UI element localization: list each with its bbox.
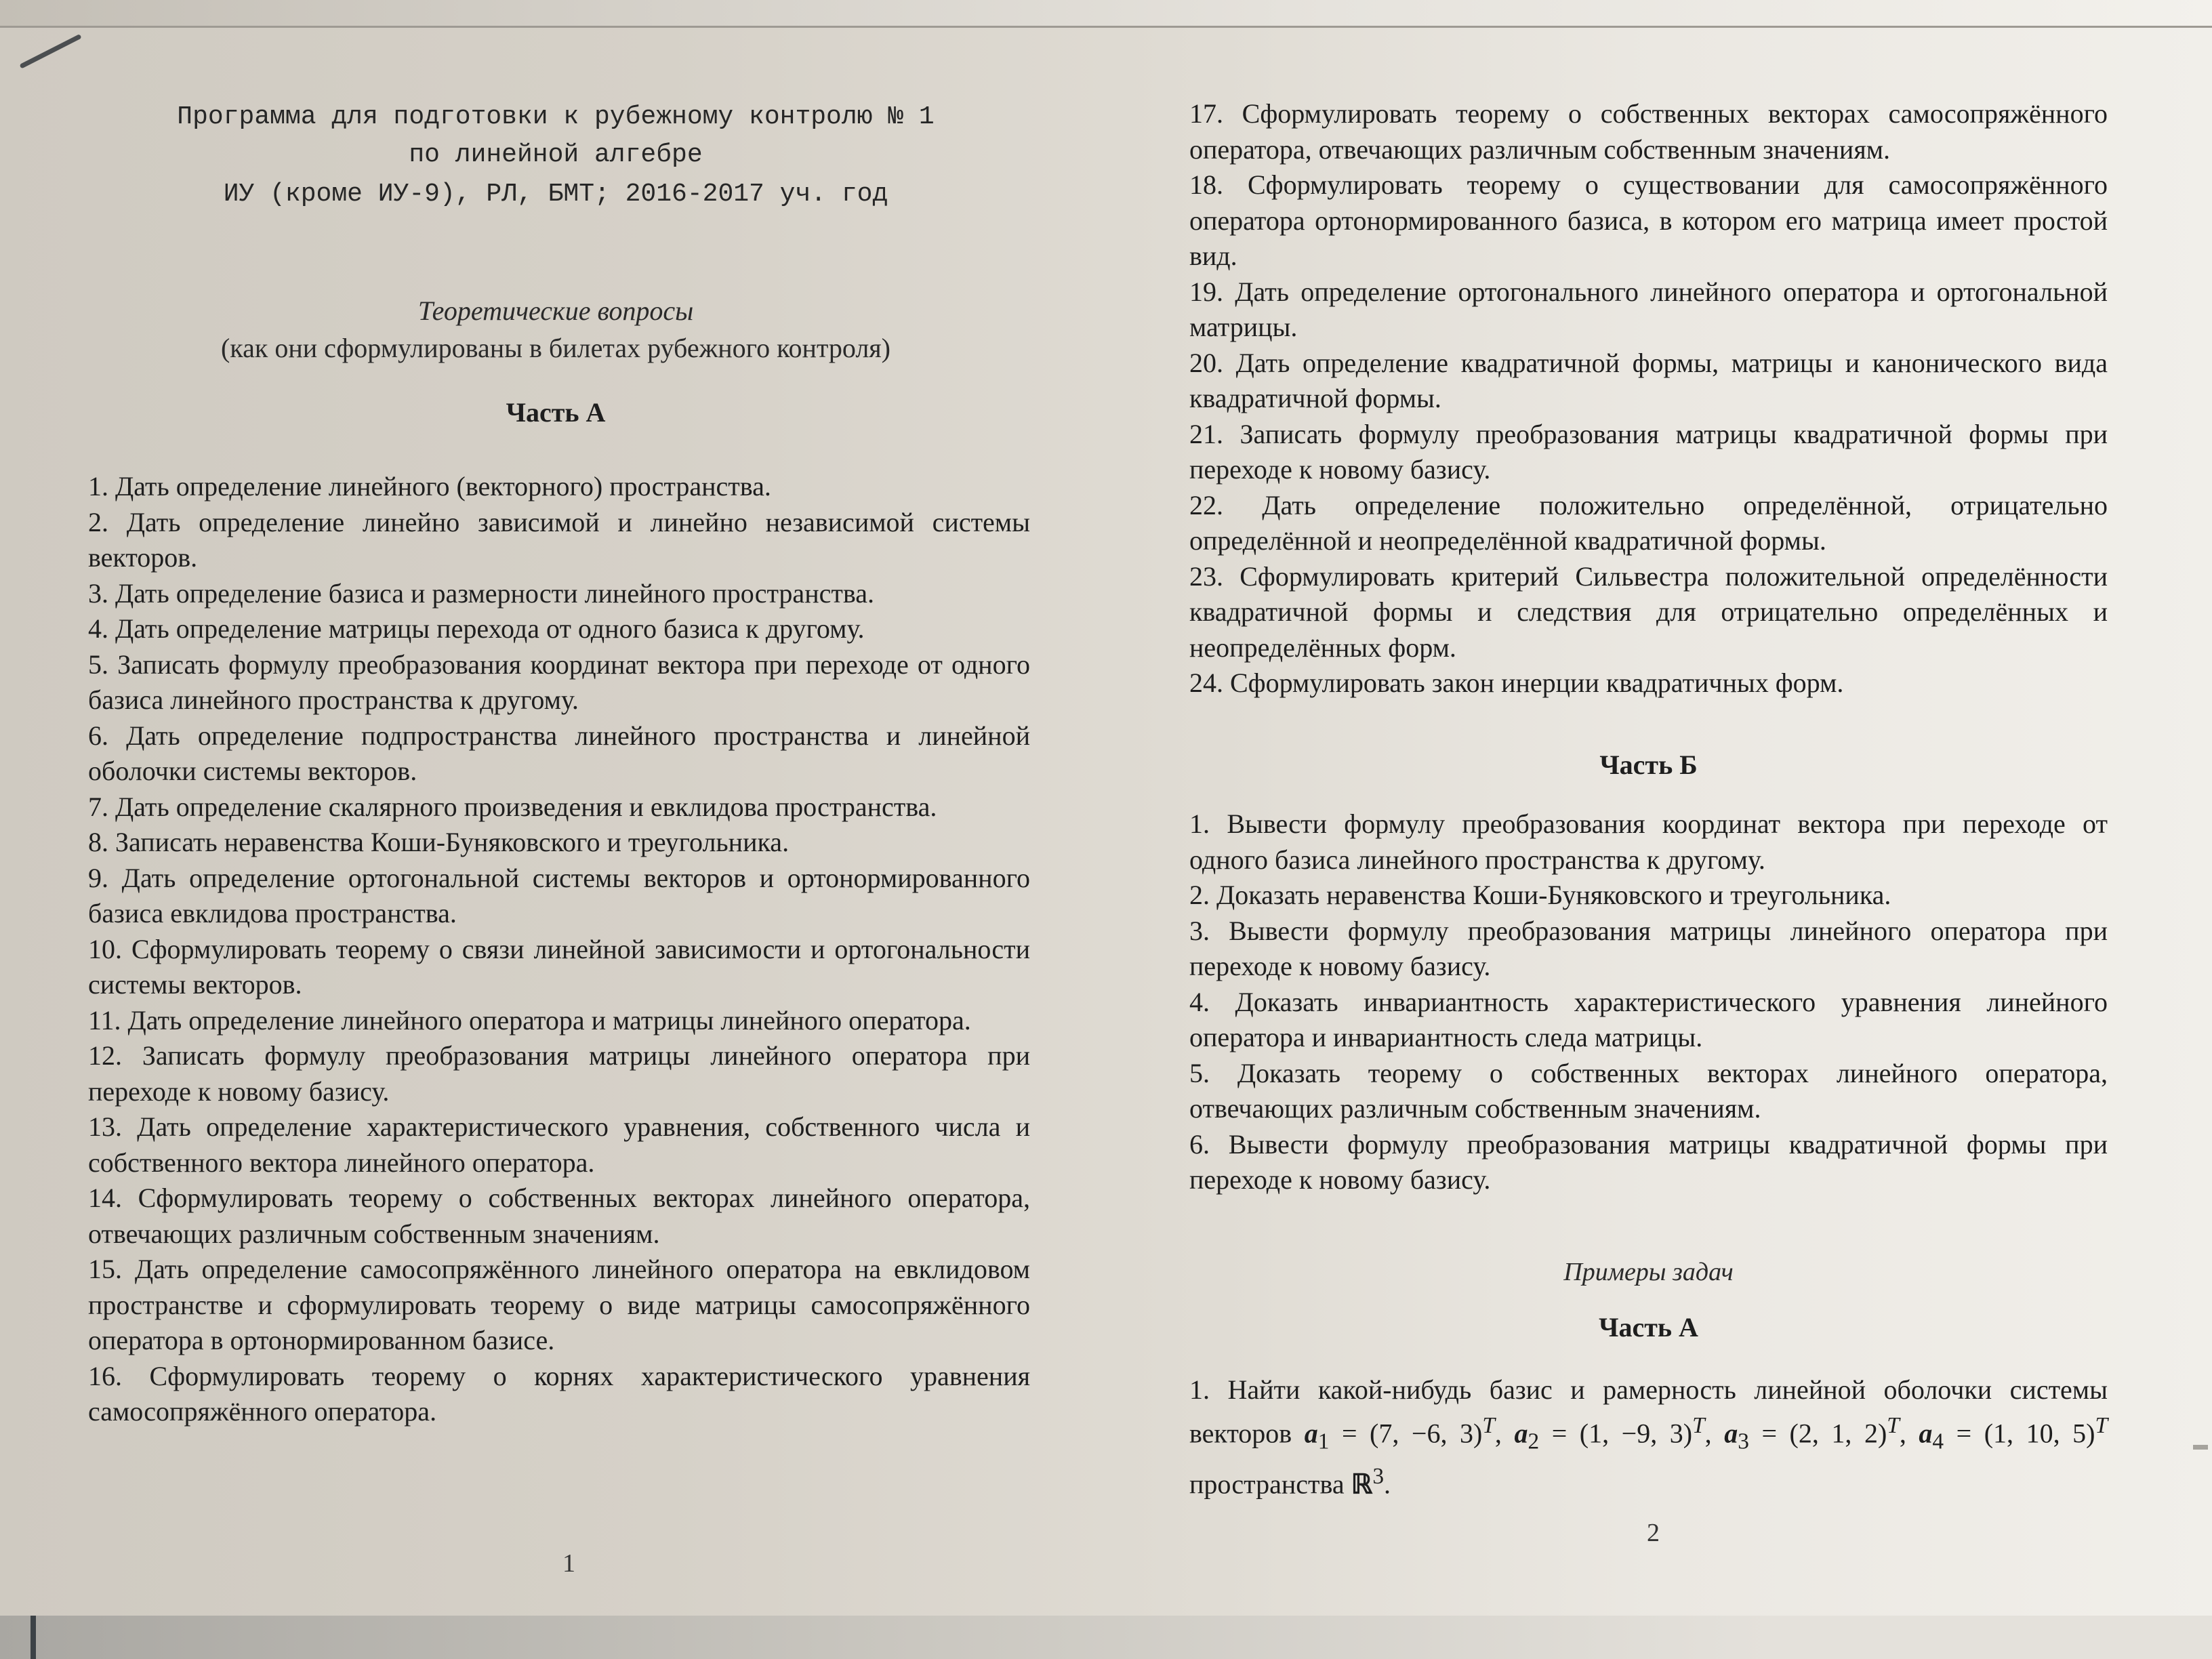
vector-a1-label: a (1304, 1417, 1318, 1448)
vector-a3-index: 3 (1738, 1428, 1749, 1454)
vector-a2-value: = (1, −9, 3) (1539, 1417, 1693, 1448)
task-tail: пространства (1189, 1469, 1351, 1500)
question-item: 21. Записать формулу преобразования матрицы квадратичной формы при переходе к новому базису. (1189, 418, 2108, 485)
theory-subheading: (как они сформулированы в билетах рубежного контроля) (220, 333, 890, 363)
transpose-mark: T (1887, 1412, 1900, 1438)
question-item: 12. Записать формулу преобразования матрицы линейного оператора при переходе к новому базису. (88, 1040, 1030, 1107)
paper-edge-line (30, 1616, 36, 1659)
space-dimension: 3 (1372, 1464, 1384, 1490)
question-item: 22. Дать определение положительно определённой, отрицательно определённой и неопределённой квадратичной формы. (1189, 489, 2108, 556)
vector-a1-index: 1 (1317, 1428, 1330, 1454)
title-line-1: Программа для подготовки к рубежному контролю № 1 (177, 102, 935, 131)
real-space-symbol: ℝ (1351, 1469, 1373, 1500)
transpose-mark: T (1692, 1412, 1705, 1438)
example-task-1 (1189, 1372, 2108, 1502)
question-item: 23. Сформулировать критерий Сильвестра положительной определённости квадратичной формы и следствия для отрицательно определённых и неопределённых форм. (1189, 560, 2108, 663)
task-end: . (1384, 1469, 1391, 1500)
question-item: 15. Дать определение самосопряжённого линейного оператора на евклидовом пространстве и сформулировать теорему о виде матрицы самосопряжённого оператора в ортонормированном базисе. (88, 1254, 1030, 1355)
title-line-2: по линейной алгебре (409, 140, 703, 169)
paper-top-edge (0, 0, 2212, 28)
question-item: 14. Сформулировать теорему о собственных векторах линейного оператора, отвечающих различным собственным значениям. (88, 1183, 1030, 1249)
paper-bottom-edge (0, 1616, 2212, 1659)
part-a-questions-right (1189, 96, 2108, 701)
title-line-3: ИУ (кроме ИУ-9), РЛ, БМТ; 2016-2017 уч. год (223, 180, 888, 209)
transpose-mark: T (2095, 1412, 2108, 1438)
question-item: 2. Дать определение линейно зависимой и линейно независимой системы векторов. (88, 506, 1030, 573)
transpose-mark: T (1482, 1412, 1495, 1438)
question-item: 24. Сформулировать закон инерции квадратичных форм. (1189, 668, 1844, 698)
examples-part-a-heading: Часть А (1599, 1312, 1698, 1343)
paper-side-mark (2193, 1445, 2208, 1450)
question-item: 8. Записать неравенства Коши-Буняковского и треугольника. (88, 827, 790, 857)
question-item: 17. Сформулировать теорему о собственных векторах самосопряжённого оператора, отвечающих различным собственным значениям. (1189, 98, 2108, 165)
document-header (75, 98, 1037, 213)
part-b-heading: Часть Б (1599, 750, 1698, 780)
question-item: 5. Доказать теорему о собственных векторах линейного оператора, отвечающих различным собственным значениям. (1189, 1057, 2108, 1124)
page-number-2: 2 (1647, 1519, 1660, 1547)
question-item: 6. Вывести формулу преобразования матрицы квадратичной формы при переходе к новому базису. (1189, 1128, 2108, 1195)
question-item: 1. Вывести формулу преобразования координат вектора при переходе от одного базиса линейного пространства к другому. (1189, 808, 2108, 875)
vector-a4-index: 4 (1932, 1428, 1944, 1454)
examples-heading: Примеры задач (1563, 1258, 1734, 1286)
question-item: 1. Дать определение линейного (векторного) пространства. (88, 471, 771, 501)
pen-mark (19, 34, 81, 69)
vector-a4-value: = (1, 10, 5) (1944, 1417, 2095, 1448)
question-item: 3. Дать определение базиса и размерности линейного пространства. (88, 577, 874, 609)
question-item: 16. Сформулировать теорему о корнях характеристического уравнения самосопряжённого оператора. (88, 1360, 1030, 1427)
vector-a1-value: = (7, −6, 3) (1329, 1417, 1483, 1448)
part-a-heading: Часть А (506, 397, 606, 428)
vector-a2-index: 2 (1528, 1428, 1540, 1454)
question-item: 4. Дать определение матрицы перехода от одного базиса к другому. (88, 613, 865, 644)
question-item: 5. Записать формулу преобразования координат вектора при переходе от одного базиса линейного пространства к другому. (88, 649, 1030, 715)
theory-heading: Теоретические вопросы (417, 295, 694, 326)
page-number-1: 1 (562, 1549, 575, 1578)
question-item: 9. Дать определение ортогональной системы векторов и ортонормированного базиса евклидова пространства. (88, 862, 1030, 928)
part-b-questions (1189, 806, 2108, 1198)
question-item: 4. Доказать инвариантность характеристического уравнения линейного оператора и инвариантность следа матрицы. (1189, 986, 2108, 1052)
vector-a2-label: a (1514, 1417, 1528, 1448)
question-item: 7. Дать определение скалярного произведения и евклидова пространства. (88, 791, 937, 822)
task-text: 1. Найти какой-нибудь базис и рамерность линейной оболочки системы векторов $a_1 = (7$, −6, 3)$^T$, $a_2 = (1$, −9, 3)$^T$, $a_3 = (2$, 1, 2)$^T$, $a_4 = (1$, 10, 5)$^T$ пространства ℝ$^3$. (1189, 1374, 2108, 1500)
question-item: 20. Дать определение квадратичной формы, матрицы и канонического вида квадратичной формы. (1189, 347, 2108, 413)
question-item: 11. Дать определение линейного оператора и матрицы линейного оператора. (88, 1004, 971, 1036)
question-item: 2. Доказать неравенства Коши-Буняковского и треугольника. (1189, 880, 1891, 910)
question-item: 18. Сформулировать теорему о существовании для самосопряжённого оператора ортонормированного базиса, в котором его матрица имеет простой вид. (1189, 169, 2108, 271)
task-intro: 1. Найти какой-нибудь базис и рамерность линейной оболочки системы векторов (1189, 1374, 2108, 1448)
vector-a3-label: a (1724, 1417, 1738, 1448)
question-item: 10. Сформулировать теорему о связи линейной зависимости и ортогональности системы векторов. (88, 933, 1030, 1000)
question-item: 3. Вывести формулу преобразования матрицы линейного оператора при переходе к новому базису. (1189, 915, 2108, 981)
question-item: 19. Дать определение ортогонального линейного оператора и ортогональной матрицы. (1189, 276, 2108, 342)
question-item: 13. Дать определение характеристического уравнения, собственного числа и собственного вектора линейного оператора. (88, 1111, 1030, 1178)
part-a-questions-left (88, 469, 1030, 1430)
theory-heading-block (75, 295, 1037, 364)
vector-a3-value: = (2, 1, 2) (1748, 1417, 1887, 1448)
question-item: 6. Дать определение подпространства линейного пространства и линейной оболочки системы векторов. (88, 720, 1030, 786)
vector-a4-label: a (1919, 1417, 1933, 1448)
